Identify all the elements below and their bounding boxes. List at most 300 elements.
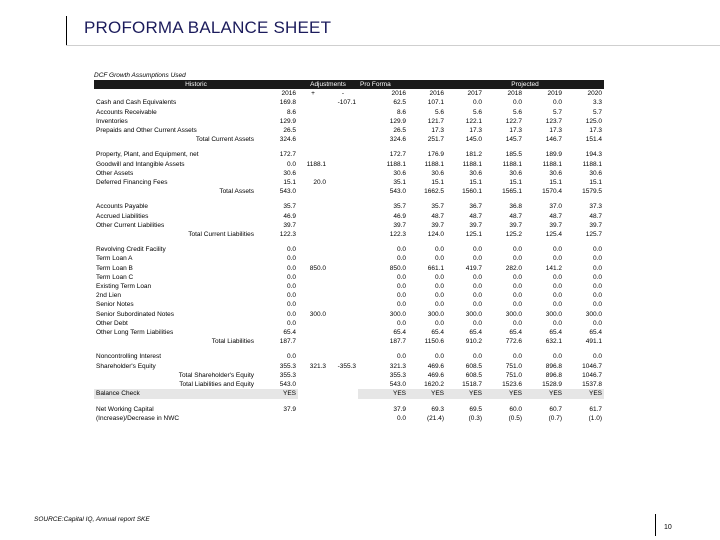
value-cell: -107.1 — [337, 99, 356, 107]
table-row — [94, 300, 604, 309]
table-row — [94, 221, 604, 230]
row-label: Other Debt — [96, 319, 128, 327]
value-cell: 3.3 — [592, 99, 602, 107]
value-cell — [328, 160, 358, 169]
value-cell: 17.3 — [589, 127, 602, 135]
value-cell: 300.0 — [309, 310, 326, 318]
year-cell: - — [341, 90, 345, 98]
value-cell — [298, 389, 328, 398]
row-label: Other Current Liabilities — [96, 221, 165, 229]
row-label: Total Shareholder's Equity — [178, 371, 254, 379]
value-cell — [298, 98, 328, 107]
value-cell: 194.3 — [585, 151, 602, 159]
value-cell: 0.0 — [512, 283, 522, 291]
year-cell: 2020 — [587, 90, 602, 98]
value-cell: 30.6 — [549, 169, 562, 177]
value-cell: 30.6 — [431, 169, 444, 177]
value-cell: 124.0 — [427, 231, 444, 239]
page-title: PROFORMA BALANCE SHEET — [84, 18, 332, 37]
table-row — [94, 362, 604, 371]
value-cell: 65.4 — [549, 329, 562, 337]
row-label: Accounts Receivable — [96, 108, 157, 116]
value-cell: 107.1 — [427, 99, 444, 107]
value-cell: 17.3 — [509, 127, 522, 135]
value-cell — [298, 221, 328, 230]
value-cell — [298, 212, 328, 221]
year-cell: 2019 — [547, 90, 562, 98]
value-cell: 543.0 — [279, 188, 296, 196]
value-cell: 491.1 — [585, 338, 602, 346]
value-cell: 122.3 — [389, 231, 406, 239]
value-cell — [328, 230, 358, 239]
year-cell: 2018 — [507, 90, 522, 98]
total-row — [94, 230, 604, 239]
value-cell — [328, 245, 358, 254]
table-row — [94, 291, 604, 300]
value-cell: 0.0 — [286, 353, 296, 361]
value-cell — [328, 178, 358, 187]
value-cell: 185.5 — [505, 151, 522, 159]
value-cell: 145.0 — [465, 136, 482, 144]
value-cell: 0.0 — [472, 292, 482, 300]
total-row — [94, 380, 604, 389]
value-cell: 169.8 — [279, 99, 296, 107]
page-number-bar — [655, 514, 656, 536]
value-cell: 0.0 — [472, 99, 482, 107]
total-row — [94, 337, 604, 346]
value-cell — [298, 328, 328, 337]
value-cell — [298, 414, 328, 423]
value-cell: 15.1 — [589, 179, 602, 187]
value-cell: 129.9 — [389, 117, 406, 125]
value-cell: 0.0 — [472, 301, 482, 309]
value-cell: 187.7 — [389, 338, 406, 346]
value-cell: 1620.2 — [424, 381, 444, 389]
value-cell: 0.0 — [434, 283, 444, 291]
title-accent-bar — [66, 16, 67, 46]
value-cell: 46.9 — [283, 212, 296, 220]
table-row — [94, 352, 604, 361]
value-cell — [298, 150, 328, 159]
value-cell: 355.3 — [279, 371, 296, 379]
table-row — [94, 245, 604, 254]
value-cell: 0.0 — [434, 319, 444, 327]
row-label: Term Loan B — [96, 264, 133, 272]
value-cell — [328, 310, 358, 319]
value-cell: 35.7 — [283, 203, 296, 211]
value-cell — [298, 230, 328, 239]
value-cell: 0.0 — [512, 273, 522, 281]
value-cell: 65.4 — [431, 329, 444, 337]
value-cell: 39.7 — [283, 221, 296, 229]
value-cell: 17.3 — [549, 127, 562, 135]
value-cell — [298, 202, 328, 211]
value-cell: 60.7 — [549, 405, 562, 413]
value-cell — [328, 221, 358, 230]
value-cell: 37.3 — [589, 203, 602, 211]
value-cell: 1188.1 — [424, 160, 444, 168]
table-row — [94, 254, 604, 263]
value-cell: (1.0) — [588, 414, 602, 422]
value-cell: YES — [256, 389, 298, 398]
value-cell: 0.0 — [472, 273, 482, 281]
value-cell: (0.3) — [468, 414, 482, 422]
value-cell: 172.7 — [389, 151, 406, 159]
value-cell: 324.6 — [279, 136, 296, 144]
value-cell: 1518.7 — [462, 381, 482, 389]
value-cell: (0.5) — [508, 414, 522, 422]
value-cell: 181.2 — [465, 151, 482, 159]
header-adjustments: Adjustments — [298, 80, 358, 89]
value-cell — [298, 169, 328, 178]
table-row — [94, 117, 604, 126]
value-cell — [298, 337, 328, 346]
value-cell: 0.0 — [434, 301, 444, 309]
value-cell: -355.3 — [337, 362, 356, 370]
page-number: 10 — [664, 524, 672, 531]
value-cell: 1570.4 — [542, 188, 562, 196]
value-cell — [328, 380, 358, 389]
table-row — [94, 202, 604, 211]
table-row — [94, 212, 604, 221]
value-cell: 0.0 — [286, 273, 296, 281]
value-cell: 0.0 — [434, 353, 444, 361]
value-cell: 125.2 — [505, 231, 522, 239]
value-cell — [328, 187, 358, 196]
value-cell — [298, 380, 328, 389]
row-label: Total Current Liabilities — [188, 231, 254, 239]
value-cell: 0.0 — [552, 292, 562, 300]
value-cell: 30.6 — [509, 169, 522, 177]
row-label: Total Assets — [219, 188, 254, 196]
value-cell: 15.1 — [469, 179, 482, 187]
value-cell: 0.0 — [472, 353, 482, 361]
value-cell: 0.0 — [396, 353, 406, 361]
total-row — [94, 187, 604, 196]
value-cell: 0.0 — [434, 246, 444, 254]
value-cell: 1046.7 — [582, 362, 602, 370]
value-cell: 0.0 — [512, 99, 522, 107]
value-cell: 608.5 — [465, 362, 482, 370]
value-cell — [298, 117, 328, 126]
value-cell: 15.1 — [509, 179, 522, 187]
value-cell — [328, 337, 358, 346]
row-label: Other Long Term Liabilities — [96, 329, 174, 337]
value-cell: 30.6 — [393, 169, 406, 177]
value-cell: 35.7 — [431, 203, 444, 211]
value-cell: 20.0 — [313, 179, 326, 187]
table-row — [94, 319, 604, 328]
table-caption: DCF Growth Assumptions Used — [94, 72, 186, 79]
row-label: Existing Term Loan — [96, 283, 152, 291]
value-cell: 321.3 — [389, 362, 406, 370]
value-cell: 0.0 — [592, 353, 602, 361]
value-cell: 1188.1 — [542, 160, 562, 168]
value-cell: 0.0 — [396, 246, 406, 254]
value-cell: 632.1 — [545, 338, 562, 346]
value-cell: 850.0 — [389, 264, 406, 272]
value-cell: 0.0 — [286, 246, 296, 254]
value-cell: 1188.1 — [462, 160, 482, 168]
value-cell — [298, 300, 328, 309]
value-cell: 469.6 — [427, 371, 444, 379]
header-projected: Projected — [446, 80, 604, 89]
value-cell: 0.0 — [396, 283, 406, 291]
value-cell: 282.0 — [505, 264, 522, 272]
row-label: Revolving Credit Facility — [96, 246, 166, 254]
value-cell: 0.0 — [434, 255, 444, 263]
value-cell: YES — [408, 389, 446, 398]
value-cell: 0.0 — [396, 292, 406, 300]
value-cell: 30.6 — [469, 169, 482, 177]
row-label: Total Current Assets — [195, 136, 254, 144]
value-cell: 0.0 — [592, 264, 602, 272]
value-cell: 0.0 — [552, 273, 562, 281]
value-cell: 751.0 — [505, 371, 522, 379]
value-cell — [328, 169, 358, 178]
value-cell — [328, 414, 358, 423]
table-row — [94, 178, 604, 187]
value-cell: 37.9 — [283, 405, 296, 413]
value-cell: 36.8 — [509, 203, 522, 211]
value-cell: 300.0 — [545, 310, 562, 318]
value-cell: 39.7 — [589, 221, 602, 229]
value-cell — [328, 150, 358, 159]
value-cell: 751.0 — [505, 362, 522, 370]
value-cell: 129.9 — [279, 117, 296, 125]
value-cell: 324.6 — [389, 136, 406, 144]
value-cell: 48.7 — [509, 212, 522, 220]
value-cell: 48.7 — [469, 212, 482, 220]
table-row — [94, 414, 604, 423]
value-cell: 30.6 — [283, 169, 296, 177]
value-cell: 0.0 — [472, 319, 482, 327]
value-cell: 0.0 — [592, 246, 602, 254]
row-label: Property, Plant, and Equipment, net — [96, 151, 199, 159]
value-cell: 39.7 — [509, 221, 522, 229]
row-label: Cash and Cash Equivalents — [96, 99, 177, 107]
value-cell: 0.0 — [592, 301, 602, 309]
value-cell — [298, 126, 328, 135]
value-cell: 36.7 — [469, 203, 482, 211]
value-cell: 419.7 — [465, 264, 482, 272]
value-cell: 1188.1 — [386, 160, 406, 168]
value-cell: 469.6 — [427, 362, 444, 370]
value-cell — [328, 254, 358, 263]
value-cell — [328, 202, 358, 211]
value-cell: 0.0 — [512, 255, 522, 263]
value-cell: 5.7 — [592, 108, 602, 116]
value-cell: 8.6 — [396, 108, 406, 116]
header-historic: Historic — [94, 80, 298, 89]
value-cell: 0.0 — [396, 301, 406, 309]
value-cell: 65.4 — [469, 329, 482, 337]
value-cell: 0.0 — [286, 264, 296, 272]
value-cell — [328, 126, 358, 135]
title-divider — [66, 45, 720, 46]
value-cell: 0.0 — [286, 319, 296, 327]
value-cell: 0.0 — [512, 301, 522, 309]
value-cell: 1662.5 — [424, 188, 444, 196]
value-cell: 1579.5 — [582, 188, 602, 196]
value-cell: 60.0 — [509, 405, 522, 413]
year-cell: 2017 — [467, 90, 482, 98]
table-row — [94, 282, 604, 291]
value-cell: 0.0 — [286, 283, 296, 291]
value-cell: 1188.1 — [306, 160, 326, 168]
value-cell — [328, 371, 358, 380]
value-cell — [256, 414, 298, 423]
value-cell: 1523.6 — [502, 381, 522, 389]
value-cell: 5.7 — [552, 108, 562, 116]
value-cell: 321.3 — [309, 362, 326, 370]
value-cell — [328, 291, 358, 300]
value-cell: 15.1 — [283, 179, 296, 187]
value-cell: 0.0 — [592, 255, 602, 263]
table-row — [94, 169, 604, 178]
row-label: Inventories — [96, 117, 128, 125]
value-cell: 0.0 — [286, 310, 296, 318]
value-cell: 300.0 — [389, 310, 406, 318]
value-cell: 48.7 — [549, 212, 562, 220]
table-row — [94, 310, 604, 319]
value-cell: YES — [484, 389, 524, 398]
value-cell: 0.0 — [512, 353, 522, 361]
value-cell: 125.1 — [465, 231, 482, 239]
value-cell: 0.0 — [552, 99, 562, 107]
value-cell: 26.5 — [283, 127, 296, 135]
value-cell: 30.6 — [589, 169, 602, 177]
value-cell — [328, 135, 358, 144]
value-cell: 48.7 — [589, 212, 602, 220]
table-row — [94, 328, 604, 337]
value-cell: 0.0 — [512, 319, 522, 327]
value-cell: 15.1 — [431, 179, 444, 187]
value-cell: 0.0 — [472, 255, 482, 263]
value-cell: 0.0 — [396, 319, 406, 327]
table-row — [94, 389, 604, 398]
value-cell: 0.0 — [592, 319, 602, 327]
value-cell: 0.0 — [552, 255, 562, 263]
header-pro-forma: Pro Forma — [358, 80, 446, 89]
value-cell: 0.0 — [592, 292, 602, 300]
value-cell — [328, 273, 358, 282]
row-label: Shareholder's Equity — [96, 362, 156, 370]
value-cell — [298, 291, 328, 300]
value-cell: 8.6 — [286, 108, 296, 116]
value-cell: 0.0 — [286, 255, 296, 263]
table-row — [94, 160, 604, 169]
value-cell — [328, 108, 358, 117]
value-cell — [298, 371, 328, 380]
value-cell: 1046.7 — [582, 371, 602, 379]
value-cell: 0.0 — [552, 301, 562, 309]
table-row — [94, 273, 604, 282]
value-cell — [328, 405, 358, 414]
value-cell — [298, 282, 328, 291]
row-label: Term Loan C — [96, 273, 134, 281]
value-cell: 65.4 — [393, 329, 406, 337]
value-cell: 5.6 — [434, 108, 444, 116]
row-label: Noncontrolling Interest — [96, 353, 162, 361]
value-cell: 17.3 — [469, 127, 482, 135]
year-cell: 2016 — [281, 90, 296, 98]
value-cell: 0.0 — [396, 255, 406, 263]
value-cell: 0.0 — [286, 292, 296, 300]
value-cell — [328, 282, 358, 291]
value-cell — [298, 254, 328, 263]
value-cell: 0.0 — [286, 301, 296, 309]
value-cell: 62.5 — [393, 99, 406, 107]
row-label: Senior Notes — [96, 301, 134, 309]
value-cell: YES — [564, 389, 604, 398]
value-cell: 122.7 — [505, 117, 522, 125]
value-cell: 251.7 — [427, 136, 444, 144]
value-cell: 151.4 — [585, 136, 602, 144]
year-cell: + — [311, 90, 315, 98]
value-cell — [298, 187, 328, 196]
value-cell: 543.0 — [389, 188, 406, 196]
value-cell: 172.7 — [279, 151, 296, 159]
value-cell: 35.1 — [393, 179, 406, 187]
value-cell: 123.7 — [545, 117, 562, 125]
value-cell: 176.9 — [427, 151, 444, 159]
source-note: SOURCE:Capital IQ, Annual report SKE — [34, 516, 150, 523]
value-cell: 39.7 — [393, 221, 406, 229]
row-label: (Increase)/Decrease in NWC — [96, 414, 180, 422]
value-cell: 355.3 — [279, 362, 296, 370]
value-cell: 0.0 — [552, 353, 562, 361]
value-cell: 896.8 — [545, 362, 562, 370]
value-cell — [328, 319, 358, 328]
value-cell: 146.7 — [545, 136, 562, 144]
value-cell: 1528.9 — [542, 381, 562, 389]
value-cell: 69.5 — [469, 405, 482, 413]
value-cell — [328, 117, 358, 126]
value-cell: 543.0 — [389, 381, 406, 389]
year-cell: 2016 — [429, 90, 444, 98]
value-cell: 0.0 — [552, 246, 562, 254]
value-cell — [298, 245, 328, 254]
value-cell: YES — [358, 389, 408, 398]
value-cell: 37.0 — [549, 203, 562, 211]
value-cell: 61.7 — [589, 405, 602, 413]
value-cell — [328, 352, 358, 361]
value-cell: YES — [524, 389, 564, 398]
row-label: Net Working Capital — [96, 405, 154, 413]
value-cell — [328, 212, 358, 221]
value-cell: 121.7 — [427, 117, 444, 125]
value-cell: 300.0 — [427, 310, 444, 318]
value-cell: 300.0 — [585, 310, 602, 318]
total-row — [94, 135, 604, 144]
value-cell: 1537.8 — [582, 381, 602, 389]
value-cell: 1188.1 — [502, 160, 522, 168]
value-cell — [298, 352, 328, 361]
value-cell — [328, 328, 358, 337]
value-cell: 300.0 — [505, 310, 522, 318]
value-cell — [328, 389, 358, 398]
value-cell: YES — [446, 389, 484, 398]
group-header-row — [94, 80, 604, 89]
value-cell: 37.9 — [393, 405, 406, 413]
value-cell — [328, 300, 358, 309]
value-cell: 543.0 — [279, 381, 296, 389]
value-cell: 608.5 — [465, 371, 482, 379]
value-cell: 65.4 — [589, 329, 602, 337]
year-cell: 2016 — [391, 90, 406, 98]
value-cell: 0.0 — [472, 283, 482, 291]
